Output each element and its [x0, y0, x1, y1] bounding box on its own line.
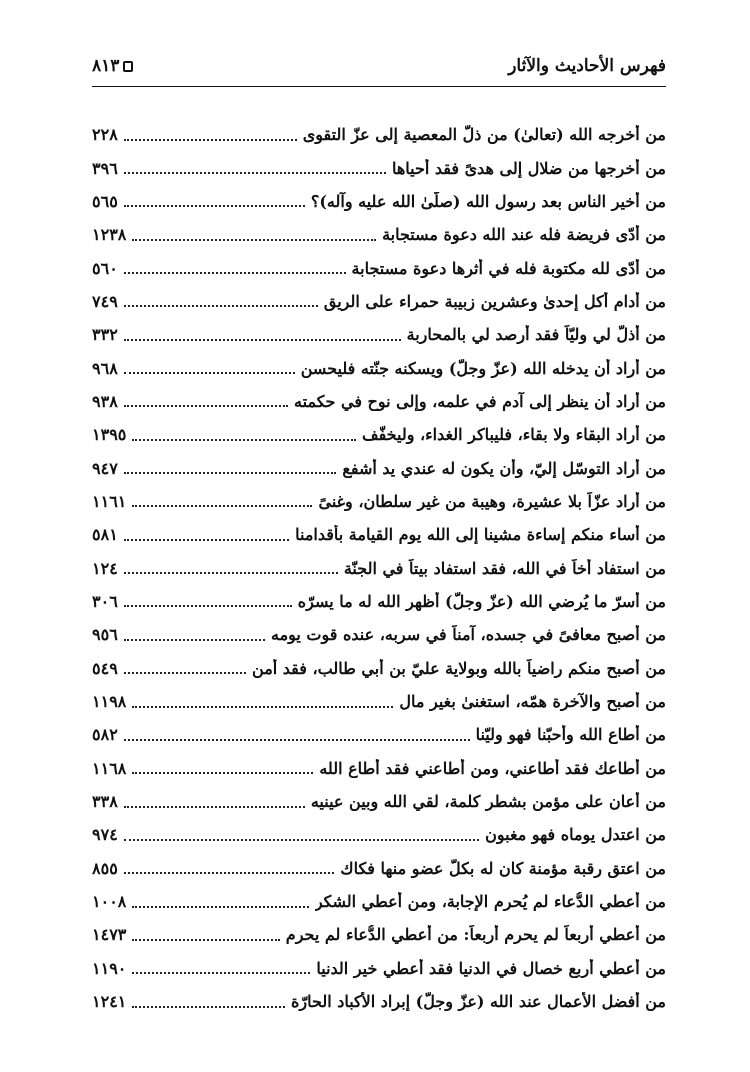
entry-page: ٣٣٢ [92, 325, 118, 345]
page-header [92, 56, 666, 86]
entry-page: ٣٠٦ [92, 591, 118, 611]
header-divider [92, 86, 666, 87]
entry-page: ٣٩٦ [92, 158, 118, 178]
index-entry [92, 618, 666, 651]
running-title: فهرس الأحاديث والآثار [508, 56, 666, 76]
entry-text: من أصبح منكم راضياً بالله وبولاية عليّ بن أبي طالب، فقد أمن [252, 658, 666, 678]
index-entry [92, 185, 666, 218]
dot-leader [124, 872, 335, 874]
index-entry [92, 385, 666, 418]
entry-page: ١١٦١ [92, 491, 127, 511]
entry-page: ٥٤٩ [92, 658, 118, 678]
index-entry [92, 952, 666, 985]
dot-leader [124, 172, 386, 174]
entry-page: ١٢٣٨ [92, 225, 127, 245]
page-number [92, 56, 133, 76]
index-entry [92, 418, 666, 451]
index-entry [92, 785, 666, 818]
entry-page: ٩٥٦ [92, 625, 118, 645]
index-entry [92, 718, 666, 751]
index-entry [92, 918, 666, 951]
entry-text: من استفاد أخاً في الله، فقد استفاد بيتاً في الجنّة [343, 558, 666, 578]
dot-leader [124, 139, 297, 141]
entry-page: ١٢٤ [92, 558, 118, 578]
entry-text: من أُعطي أربع خصال في الدنيا فقد أُعطي خير الدنيا [316, 958, 666, 978]
entry-text: من أدّى لله مكتوبة فله في أثرها دعوة مستجابة [351, 258, 666, 278]
dot-leader [124, 672, 246, 674]
entry-text: من أصبح معافىً في جسده، آمناً في سربه، عنده قوت يومه [270, 625, 666, 645]
dot-leader [132, 439, 356, 441]
entry-page: ١٣٩٥ [92, 425, 127, 445]
index-entry [92, 118, 666, 151]
entry-page: ٣٣٨ [92, 792, 118, 812]
index-entry [92, 985, 666, 1018]
entry-page: ٨٥٥ [92, 858, 118, 878]
entry-page: ٩٤٧ [92, 458, 118, 478]
index-entry [92, 285, 666, 318]
entry-text: من أراد أن يدخله الله (عزّ وجلّ) ويسكنه جنّته فليحسن [300, 358, 666, 378]
index-entry [92, 551, 666, 584]
dot-leader [124, 639, 265, 641]
dot-leader [124, 205, 305, 207]
index-entry [92, 818, 666, 851]
dot-leader [132, 239, 376, 241]
dot-leader [124, 339, 401, 341]
dot-leader [124, 472, 337, 474]
entry-page: ١١٩٠ [92, 958, 127, 978]
entry-text: من أساء منكم إساءة مشينا إلى الله يوم القيامة بأقدامنا [295, 525, 666, 545]
index-entry [92, 652, 666, 685]
dot-leader [132, 1006, 285, 1008]
entry-page: ٥٨٢ [92, 725, 118, 745]
entry-text: من أراد التوسّل إليّ، وأن يكون له عندي يد أشفع [342, 458, 666, 478]
index-entry [92, 485, 666, 518]
dot-leader [124, 272, 346, 274]
entry-text: من أذلّ لي وليّاً فقد أرصد لي بالمحاربة [406, 325, 666, 345]
entry-page: ٥٦٥ [92, 191, 118, 211]
dot-leader [132, 939, 279, 941]
index-entry [92, 251, 666, 284]
entry-page: ٧٤٩ [92, 291, 118, 311]
index-entry [92, 318, 666, 351]
entry-text: من أراد أن ينظر إلى آدم في علمه، وإلى نوح في حكمته [294, 391, 666, 411]
index-entry [92, 218, 666, 251]
dot-leader [124, 739, 470, 741]
index-entry [92, 151, 666, 184]
dot-leader [124, 839, 479, 841]
hadith-index-list [92, 118, 666, 1018]
entry-page: ٥٦٠ [92, 258, 118, 278]
index-entry [92, 885, 666, 918]
dot-leader [132, 706, 393, 708]
entry-text: من أخرجه الله (تعالىٰ) من ذلّ المعصية إلى عزّ التقوى [302, 125, 666, 145]
dot-leader [124, 572, 338, 574]
dot-leader [132, 906, 308, 908]
entry-text: من اعتدل يوماه فهو مغبون [485, 825, 666, 845]
dot-leader [124, 605, 292, 607]
entry-page: ١١٦٨ [92, 758, 127, 778]
dot-leader [124, 305, 318, 307]
index-entry [92, 685, 666, 718]
index-entry [92, 451, 666, 484]
dot-leader [124, 806, 305, 808]
dot-leader [124, 372, 295, 374]
entry-text: من أُعطي أربعاً لم يحرم أربعاً: من أُعطي الدُّعاء لم يحرم [285, 925, 666, 945]
entry-page: ١٢٤١ [92, 992, 127, 1012]
page-box-icon [123, 61, 133, 72]
index-entry [92, 752, 666, 785]
index-entry [92, 852, 666, 885]
index-entry [92, 585, 666, 618]
entry-text: من أُعطي الدُّعاء لم يُحرم الإجابة، ومن أُعطي الشكر [314, 892, 666, 912]
dot-leader [132, 505, 312, 507]
entry-text: من أعان على مؤمن بشطر كلمة، لقي الله وبين عينيه [310, 792, 666, 812]
entry-page: ٩٧٤ [92, 825, 118, 845]
entry-text: من أطاعك فقد أطاعني، ومن أطاعني فقد أطاع الله [319, 758, 666, 778]
entry-page: ٩٣٨ [92, 391, 118, 411]
entry-text: من اعتق رقبة مؤمنة كان له بكلّ عضو منها فكاك [340, 858, 666, 878]
dot-leader [132, 972, 310, 974]
page-number-value: ٨١٣ [92, 56, 120, 76]
entry-text: من أخير الناس بعد رسول الله (صلّىٰ الله عليه وآله)؟ [310, 191, 666, 211]
entry-text: من أدام أكل إحدىٰ وعشرين زبيبة حمراء على الريق [323, 291, 666, 311]
entry-text: من أطاع الله وأحبّنا فهو وليّنا [475, 725, 666, 745]
dot-leader [124, 405, 288, 407]
entry-page: ١١٩٨ [92, 692, 127, 712]
entry-text: من أفضل الأعمال عند الله (عزّ وجلّ) إبراد الأكباد الحارّة [291, 992, 666, 1012]
entry-text: من أراد البقاء ولا بقاء، فليباكر الغداء، وليخفّف [362, 425, 666, 445]
entry-page: ١٤٧٣ [92, 925, 127, 945]
index-entry [92, 351, 666, 384]
dot-leader [132, 772, 313, 774]
dot-leader [124, 539, 289, 541]
entry-text: من أدّى فريضة فله عند الله دعوة مستجابة [382, 225, 666, 245]
entry-page: ٩٦٨ [92, 358, 118, 378]
entry-page: ٥٨١ [92, 525, 118, 545]
entry-page: ١٠٠٨ [92, 892, 127, 912]
entry-page: ٢٢٨ [92, 125, 118, 145]
entry-text: من أصبح والآخرة همّه، استغنىٰ بغير مال [399, 692, 666, 712]
entry-text: من أسرّ ما يُرضي الله (عزّ وجلّ) أظهر الله له ما يسرّه [297, 591, 666, 611]
entry-text: من أخرجها من ضلال إلى هدىً فقد أحياها [391, 158, 666, 178]
index-entry [92, 518, 666, 551]
entry-text: من أراد عزّاً بلا عشيرة، وهيبة من غير سلطان، وغنىً [318, 491, 666, 511]
